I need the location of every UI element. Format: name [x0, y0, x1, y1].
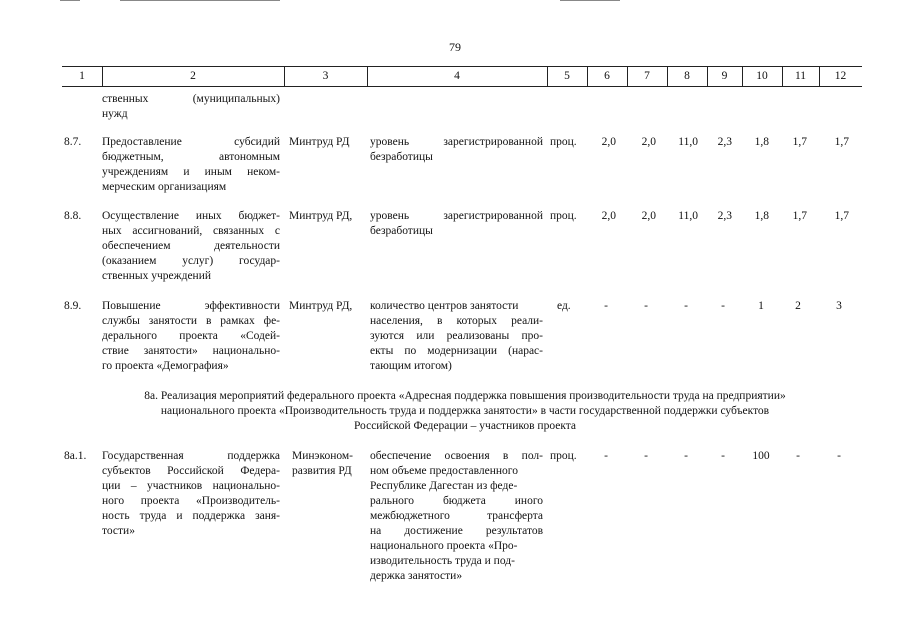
header-col-2: 2	[190, 70, 196, 82]
row-value: -	[796, 450, 800, 462]
section-heading-line: 8а. Реализация мероприятий федерального проекта «Адресная поддержка повышения производительности труда на предприятии»	[144, 390, 786, 402]
row-value: 100	[752, 450, 770, 462]
header-col-1: 1	[79, 70, 85, 82]
header-col-9: 9	[721, 70, 728, 82]
row-indicator-line: екты по модернизации (нарас-	[370, 345, 543, 357]
row-name-line: ствие занятости» национально-	[102, 345, 280, 357]
row-name-line: Повышение эффективности	[102, 300, 280, 312]
row-indicator-line: рального бюджета иного	[370, 495, 543, 507]
row-name-line: ных ассигнований, связанных с	[102, 225, 280, 237]
row-name-line: (оказанием услуг) государ-	[102, 255, 280, 267]
header-col-4: 4	[454, 70, 460, 82]
row-name-line: Осуществление иных бюджет-	[102, 210, 280, 222]
row-value: 1,7	[792, 210, 807, 222]
row-org: Минтруд РД	[289, 136, 350, 148]
header-col-10: 10	[756, 70, 768, 82]
section-heading-line: Российской Федерации – участников проекта	[353, 420, 577, 432]
row-value: 1,7	[834, 210, 849, 222]
row-name-line: тости»	[102, 525, 135, 537]
row-name-line: Предоставление субсидий	[102, 136, 280, 148]
section-heading-line: национального проекта «Производительность труда и поддержка занятости» в части государственной поддержки субъектов	[160, 405, 770, 417]
row-indicator-line: зуются или реализованы про-	[370, 330, 543, 342]
row-value: -	[721, 300, 725, 312]
top-remnant-line	[560, 0, 620, 1]
row-value: 11,0	[678, 210, 698, 222]
row-name-line: дерального проекта «Содей-	[102, 330, 280, 342]
table-header	[62, 66, 862, 87]
row-value: -	[721, 450, 725, 462]
row-indicator-line: изводительность труда и под-	[370, 555, 515, 567]
row-name-line: обеспечением деятельности	[102, 240, 280, 252]
row-indicator-line: количество центров занятости	[370, 300, 519, 312]
row-value: 1,8	[754, 210, 769, 222]
row-name-line: бюджетным, автономным	[102, 151, 280, 163]
row-indicator-line: на достижение результатов	[370, 525, 543, 537]
continuation-line: ственных (муниципальных)	[102, 93, 280, 105]
row-value: -	[644, 300, 648, 312]
row-indicator-line: ном объеме предоставленного	[370, 465, 518, 477]
row-indicator-line: безработицы	[370, 225, 433, 237]
row-unit: ед.	[557, 300, 571, 312]
row-value: 2	[795, 300, 801, 312]
row-indicator-line: уровень зарегистрированной	[370, 136, 543, 148]
row-org-line: развития РД	[292, 465, 352, 477]
row-value: 2,0	[601, 136, 616, 148]
row-number: 8.8.	[64, 210, 82, 222]
row-value: -	[837, 450, 841, 462]
row-number: 8.7.	[64, 136, 82, 148]
row-org: Минтруд РД,	[289, 300, 353, 312]
row-value: 2,3	[717, 210, 732, 222]
row-name-line: субъектов Российской Федера-	[102, 465, 280, 477]
row-name-line: ного проекта «Производитель-	[102, 495, 280, 507]
row-value: 2,0	[601, 210, 616, 222]
row-number: 8.9.	[64, 300, 82, 312]
row-unit: проц.	[550, 450, 577, 462]
header-col-3: 3	[322, 70, 329, 82]
row-org-line: Минэконом-	[292, 450, 354, 462]
row-name-line: учреждениям и иным неком-	[102, 166, 280, 178]
row-value: 2,0	[641, 210, 656, 222]
row-value: -	[684, 450, 688, 462]
header-col-12: 12	[834, 70, 847, 82]
row-name-line: ции – участников национально-	[102, 480, 280, 492]
row-indicator-line: национального проекта «Про-	[370, 540, 518, 552]
row-indicator-line: обеспечение освоения в пол-	[370, 450, 543, 462]
row-indicator-line: держка занятости»	[370, 570, 463, 582]
row-value: 1,7	[834, 136, 849, 148]
row-value: 1,7	[792, 136, 807, 148]
row-name-line: ность труда и поддержка заня-	[102, 510, 280, 522]
row-unit: проц.	[550, 210, 577, 222]
header-col-6: 6	[604, 70, 610, 82]
row-indicator-line: населения, в которых реали-	[370, 315, 543, 327]
page-number: 79	[449, 40, 461, 54]
row-value: 3	[836, 300, 842, 312]
row-value: -	[604, 300, 608, 312]
top-remnant-line	[60, 0, 80, 1]
row-value: -	[684, 300, 688, 312]
top-remnant-line	[120, 0, 280, 1]
header-col-8: 8	[684, 70, 690, 82]
row-value: -	[644, 450, 648, 462]
row-indicator-line: межбюджетного трансферта	[370, 510, 543, 522]
row-indicator-line: Республике Дагестан из феде-	[370, 480, 518, 492]
row-unit: проц.	[550, 136, 577, 148]
row-value: 1,8	[754, 136, 769, 148]
row-number: 8а.1.	[64, 450, 87, 462]
header-col-7: 7	[644, 70, 650, 82]
continuation-line: нужд	[102, 108, 128, 120]
row-value: 11,0	[678, 136, 698, 148]
row-name-line: го проекта «Демография»	[102, 360, 229, 372]
row-value: -	[604, 450, 608, 462]
row-indicator-line: тающим итогом)	[370, 360, 452, 372]
header-col-11: 11	[794, 70, 807, 82]
row-value: 2,3	[717, 136, 732, 148]
row-name-line: Государственная поддержка	[102, 450, 280, 462]
row-indicator-line: безработицы	[370, 151, 433, 163]
row-name-line: мерческим организациям	[102, 181, 227, 193]
row-org: Минтруд РД,	[289, 210, 353, 222]
row-name-line: службы занятости в рамках фе-	[102, 315, 280, 327]
row-indicator-line: уровень зарегистрированной	[370, 210, 543, 222]
header-col-5: 5	[564, 70, 570, 82]
row-value: 2,0	[641, 136, 656, 148]
row-name-line: ственных учреждений	[102, 270, 212, 282]
row-value: 1	[758, 300, 764, 312]
